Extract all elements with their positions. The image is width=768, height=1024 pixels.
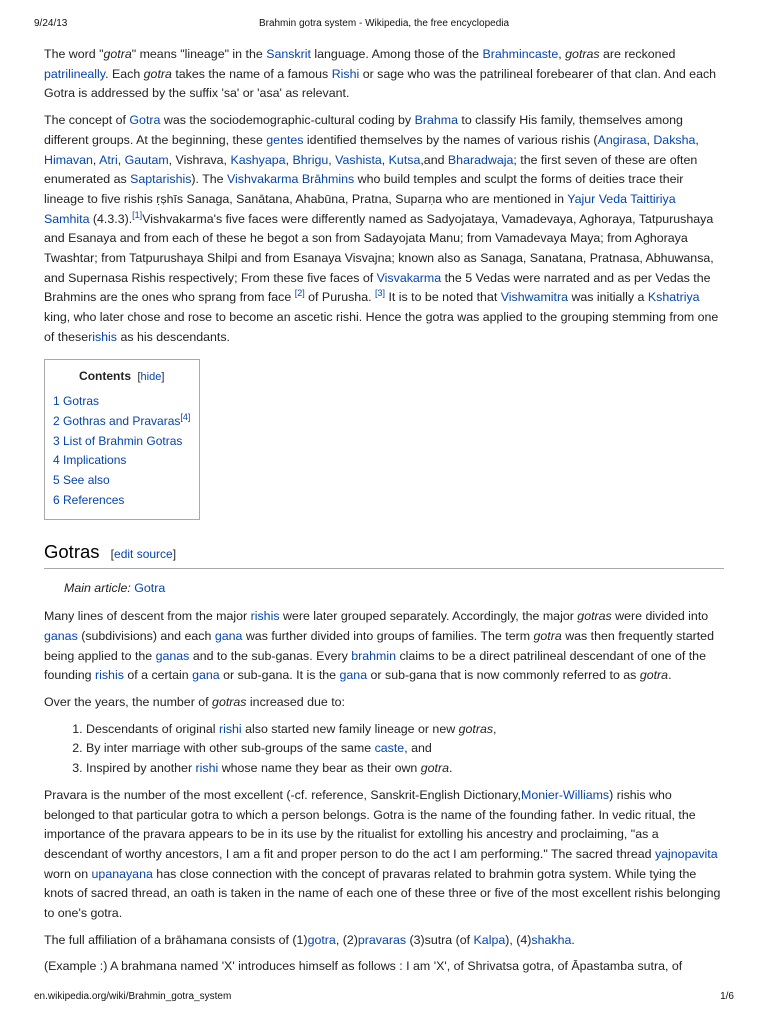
link-gautam[interactable]: Gautam — [124, 152, 169, 167]
causes-list — [44, 720, 724, 779]
list-link[interactable]: rishi — [218, 721, 242, 736]
link-vashista[interactable]: Vashista — [335, 152, 382, 167]
link-gana-2[interactable]: gana — [192, 668, 220, 683]
link-gotra-2[interactable]: gotra — [307, 932, 336, 947]
link-shakha[interactable]: shakha — [531, 932, 572, 947]
affiliation-paragraph: The full affiliation of a brāhamana consists of (1)gotra, (2)pravaras (3)sutra (of Kalpa), (4)shakha. — [44, 932, 575, 947]
toc-item-implications[interactable]: 4 Implications — [53, 453, 127, 468]
toc-item-see-also[interactable]: 5 See also — [53, 473, 110, 488]
list-link[interactable]: rishi — [195, 761, 219, 776]
link-gana[interactable]: gana — [214, 628, 243, 643]
link-ganas-2[interactable]: ganas — [155, 648, 190, 663]
print-header-title: Brahmin gotra system - Wikipedia, the free encyclopedia — [258, 18, 510, 29]
link-yajnopavita[interactable]: yajnopavita — [654, 846, 718, 861]
list-text: whose name they bear as their own — [218, 761, 421, 776]
section-heading-gotras — [44, 540, 724, 569]
list-item — [86, 720, 724, 740]
link-brahmin[interactable]: brahmin — [351, 648, 397, 663]
gotras-paragraph-2: Over the years, the number of gotras increased due to: — [44, 694, 345, 709]
list-item — [86, 759, 724, 779]
toc-item-list-of-gotras[interactable]: 3 List of Brahmin Gotras — [53, 433, 183, 448]
list-emph: gotra — [420, 761, 449, 776]
print-footer-page: 1/6 — [720, 991, 734, 1002]
toc-hide-link[interactable]: hide — [140, 370, 162, 383]
link-brahmincaste[interactable]: Brahmincaste — [482, 47, 559, 61]
ref-2[interactable]: [2] — [294, 288, 305, 299]
link-upanayana[interactable]: upanayana — [91, 866, 153, 881]
toc-title-text: Contents — [79, 368, 132, 383]
toc-item-gotras[interactable]: 1 Gotras — [53, 394, 100, 409]
link-rishis-2[interactable]: rishis — [250, 609, 280, 624]
link-himavan[interactable]: Himavan — [44, 152, 93, 167]
toc-item-sup: [4] — [180, 411, 191, 422]
list-text: Descendants of original — [86, 721, 219, 736]
list-text: , and — [404, 741, 432, 756]
table-of-contents — [44, 359, 200, 521]
example-paragraph: (Example :) A brahmana named 'X' introduces himself as follows : I am 'X', of Shrivatsa gotra, of Āpastamba sutra, of — [44, 959, 683, 974]
ref-3[interactable]: [3] — [374, 288, 385, 299]
link-vishvakarma-brahmins[interactable]: Vishvakarma Brāhmins — [227, 172, 355, 187]
link-rishis-3[interactable]: rishis — [94, 668, 124, 683]
link-monier-williams[interactable]: Monier-Williams — [521, 787, 610, 802]
link-gotra[interactable]: Gotra — [129, 113, 161, 128]
link-ganas[interactable]: ganas — [44, 628, 78, 643]
main-article-hatnote — [64, 579, 724, 599]
list-text: also started new family lineage or new — [241, 721, 459, 736]
list-text: Inspired by another — [86, 761, 196, 776]
list-emph: gotras — [458, 721, 494, 736]
link-atri[interactable]: Atri — [99, 152, 118, 167]
pravara-paragraph: Pravara is the number of the most excellent (-cf. reference, Sanskrit-English Dictionary,Monier-Williams) rishis who belonged to that particular gotra to which a person belongs. Gotra is the name of the founding father. In vedic ritual, the importance of the pravara appears to be in its use by the ritualist for extolling his ancestry and proclaiming, "as a descendant of worthy ancestors, I am a fit and proper person to do the act I am performing." The sacred thread yajnopavita worn on upanayana has close connection with the concept of pravaras related to brahmin gotra system. While tying the knots of sacred thread, an oath is taken in the name of each one of these three or five of the most excellent rishis belonging to one's gotra. — [44, 787, 721, 921]
link-angirasa[interactable]: Angirasa — [597, 132, 647, 147]
link-yajur-veda[interactable]: Yajur Veda Taittiriya Samhita — [44, 191, 676, 226]
list-text: . — [449, 761, 453, 776]
list-item — [86, 739, 724, 759]
link-visvakarma[interactable]: Visvakarma — [376, 270, 442, 285]
toc-title — [53, 367, 190, 388]
link-bhrigu[interactable]: Bhrigu — [292, 152, 329, 167]
toc-item-references[interactable]: 6 References — [53, 492, 125, 507]
link-kalpa[interactable]: Kalpa — [473, 932, 506, 947]
link-brahma[interactable]: Brahma — [414, 113, 458, 128]
ref-1[interactable]: [1] — [132, 209, 143, 220]
link-rishi[interactable]: Rishi — [331, 66, 360, 81]
print-header-date: 9/24/13 — [34, 18, 68, 29]
link-gana-3[interactable]: gana — [339, 668, 368, 683]
list-link[interactable]: caste — [374, 741, 405, 756]
link-kshatriya[interactable]: Kshatriya — [647, 290, 700, 305]
link-patrilineally[interactable]: patrilineally — [44, 66, 106, 81]
link-pravaras[interactable]: pravaras — [357, 932, 407, 947]
intro-paragraph-2: The concept of Gotra was the sociodemographic-cultural coding by Brahma to classify His family, themselves among different groups. At the beginning, these gentes identified themselves by the names of various rishis (Angirasa, Daksha, Himavan, Atri, Gautam, Vishrava, Kashyapa, Bhrigu, Vashista, Kutsa,and Bharadwaja; the first seven of these are often enumerated as Saptarishis). The Vishvakarma Brāhmins who build temples and sculpt the forms of deities trace their lineage to five rishis ṛṣhīs Sanaga, Sanātana, Ahabūna, Pratna, Suparṇa who are mentioned in Yajur Veda Taittiriya Samhita (4.3.3).[1]Vishvakarma's five faces were differently named as Sadyojataya, Vamadevaya, Aghoraya, Tatpurushaya and Esanaya and from each of these he begot a son from Sadayojata Manu; from Vamadevaya Maya; from Aghoraya Twashtar; from Tatpurushaya Shilpi and from Esanaya Visvajna; known also as Sanaga, Sanatana, Pratnasa, Abhuwansa, and Supernasa Rishis respectively; From these five faces of Visvakarma the 5 Vedas were narrated and as per Vedas the Brahmins are the ones who sprang from face [2] of Purusha. [3] It is to be noted that Vishwamitra was initially a Kshatriya king, who later chose and rose to become an ascetic rishi. Hence the gotra was applied to the grouping stemming from one of theserishis as his descendants. — [44, 113, 719, 344]
list-text: By inter marriage with other sub-groups of the same — [86, 741, 375, 756]
link-rishis[interactable]: rishis — [88, 329, 118, 344]
link-daksha[interactable]: Daksha — [653, 132, 696, 147]
toc-hide-toggle: [hide] — [134, 370, 165, 383]
link-gentes[interactable]: gentes — [266, 132, 304, 147]
link-bharadwaja[interactable]: Bharadwaja — [447, 152, 514, 167]
toc-item-gothras-pravaras[interactable] — [53, 412, 190, 432]
toc-item-label: 2 Gothras and Pravaras — [53, 413, 181, 428]
hatnote-link[interactable]: Gotra — [134, 581, 166, 596]
link-kashyapa[interactable]: Kashyapa — [230, 152, 286, 167]
link-vishwamitra[interactable]: Vishwamitra — [500, 290, 568, 305]
link-kutsa[interactable]: Kutsa — [388, 152, 421, 167]
article-body — [44, 45, 724, 984]
section-heading-text: Gotras — [44, 541, 100, 563]
list-text: , — [493, 721, 497, 736]
link-saptarishis[interactable]: Saptarishis — [130, 172, 192, 187]
intro-paragraph-1: The word "gotra" means "lineage" in the Sanskrit language. Among those of the Brahmincaste, gotras are reckoned patrilineally. Each gotra takes the name of a famous Rishi or sage who was the patrilineal forebearer of that clan. And each Gotra is addressed by the suffix 'sa' or 'asa' as relevant. — [44, 47, 717, 101]
hatnote-prefix: Main article: — [64, 581, 135, 596]
edit-source-anchor[interactable]: edit source — [114, 547, 173, 562]
edit-source-link: [edit source] — [110, 547, 177, 562]
gotras-paragraph-1: Many lines of descent from the major rishis were later grouped separately. Accordingly, the major gotras were divided into ganas (subdivisions) and each gana was further divided into groups of families. The term gotra was then frequently started being applied to the ganas and to the sub-ganas. Every brahmin claims to be a direct patrilineal descendant of one of the founding rishis of a certain gana or sub-gana. It is the gana or sub-gana that is now commonly referred to as gotra. — [44, 609, 714, 683]
link-sanskrit[interactable]: Sanskrit — [266, 47, 311, 61]
print-footer-url: en.wikipedia.org/wiki/Brahmin_gotra_system — [34, 991, 232, 1002]
